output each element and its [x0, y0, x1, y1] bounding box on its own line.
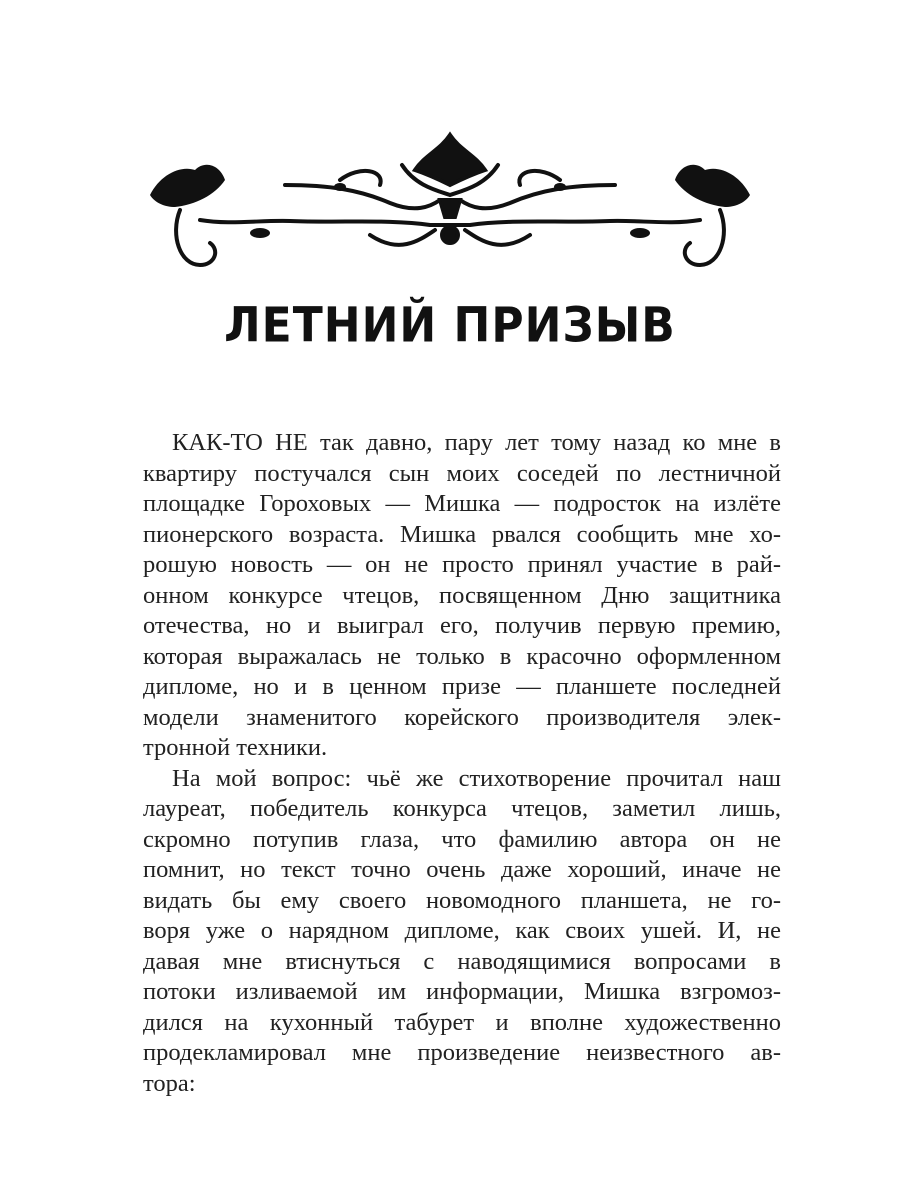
text-line: тронной техники. [143, 734, 328, 761]
text-line: скромно потупив глаза, что фамилию автора он не [143, 825, 781, 853]
text-line: потоки изливаемой им информации, Мишка взгромоз- [143, 978, 781, 1005]
text-line: отечества, но и выиграл его, получив первую премию, [143, 612, 781, 639]
text-line: На мой вопрос: чьё же стихотворение прочитал наш [172, 764, 781, 792]
text-line: тора: [143, 1069, 196, 1097]
text-line: пионерского возраста. Мишка рвался сообщить мне хо- [143, 520, 781, 548]
text-line: КАК-ТО НЕ так давно, пару лет тому назад ко мне в [172, 429, 781, 456]
floral-ornament-icon [140, 125, 760, 275]
body-text [143, 428, 781, 1099]
chapter-title: ЛЕТНИЙ ПРИЗЫВ [224, 297, 676, 354]
text-line: квартиру постучался сын моих соседей по лестничной [143, 459, 781, 487]
text-line: онном конкурсе чтецов, посвященном Дню защитника [143, 581, 781, 609]
text-line: продекламировал мне произведение неизвестного ав- [143, 1039, 781, 1066]
text-line: которая выражалась не только в красочно оформленном [143, 642, 781, 670]
text-line: лауреат, победитель конкурса чтецов, заметил лишь, [143, 795, 781, 822]
text-line: помнит, но текст точно очень даже хороший, иначе не [143, 856, 781, 883]
text-line: видать бы ему своего новомодного планшета, не го- [143, 886, 781, 914]
text-line: воря уже о нарядном дипломе, как своих ушей. И, не [143, 917, 781, 944]
text-line: рошую новость — он не просто принял участие в рай- [143, 551, 781, 578]
text-line: дипломе, но и в ценном призе — планшете последней [143, 673, 781, 700]
paragraph [143, 428, 781, 764]
text-line: давая мне втиснуться с наводящимися вопросами в [143, 947, 781, 975]
paragraph [143, 764, 781, 1100]
text-line: площадке Гороховых — Мишка — подросток на излёте [143, 490, 781, 517]
text-line: дился на кухонный табурет и вполне художественно [143, 1008, 781, 1036]
text-line: модели знаменитого корейского производителя элек- [143, 703, 781, 731]
